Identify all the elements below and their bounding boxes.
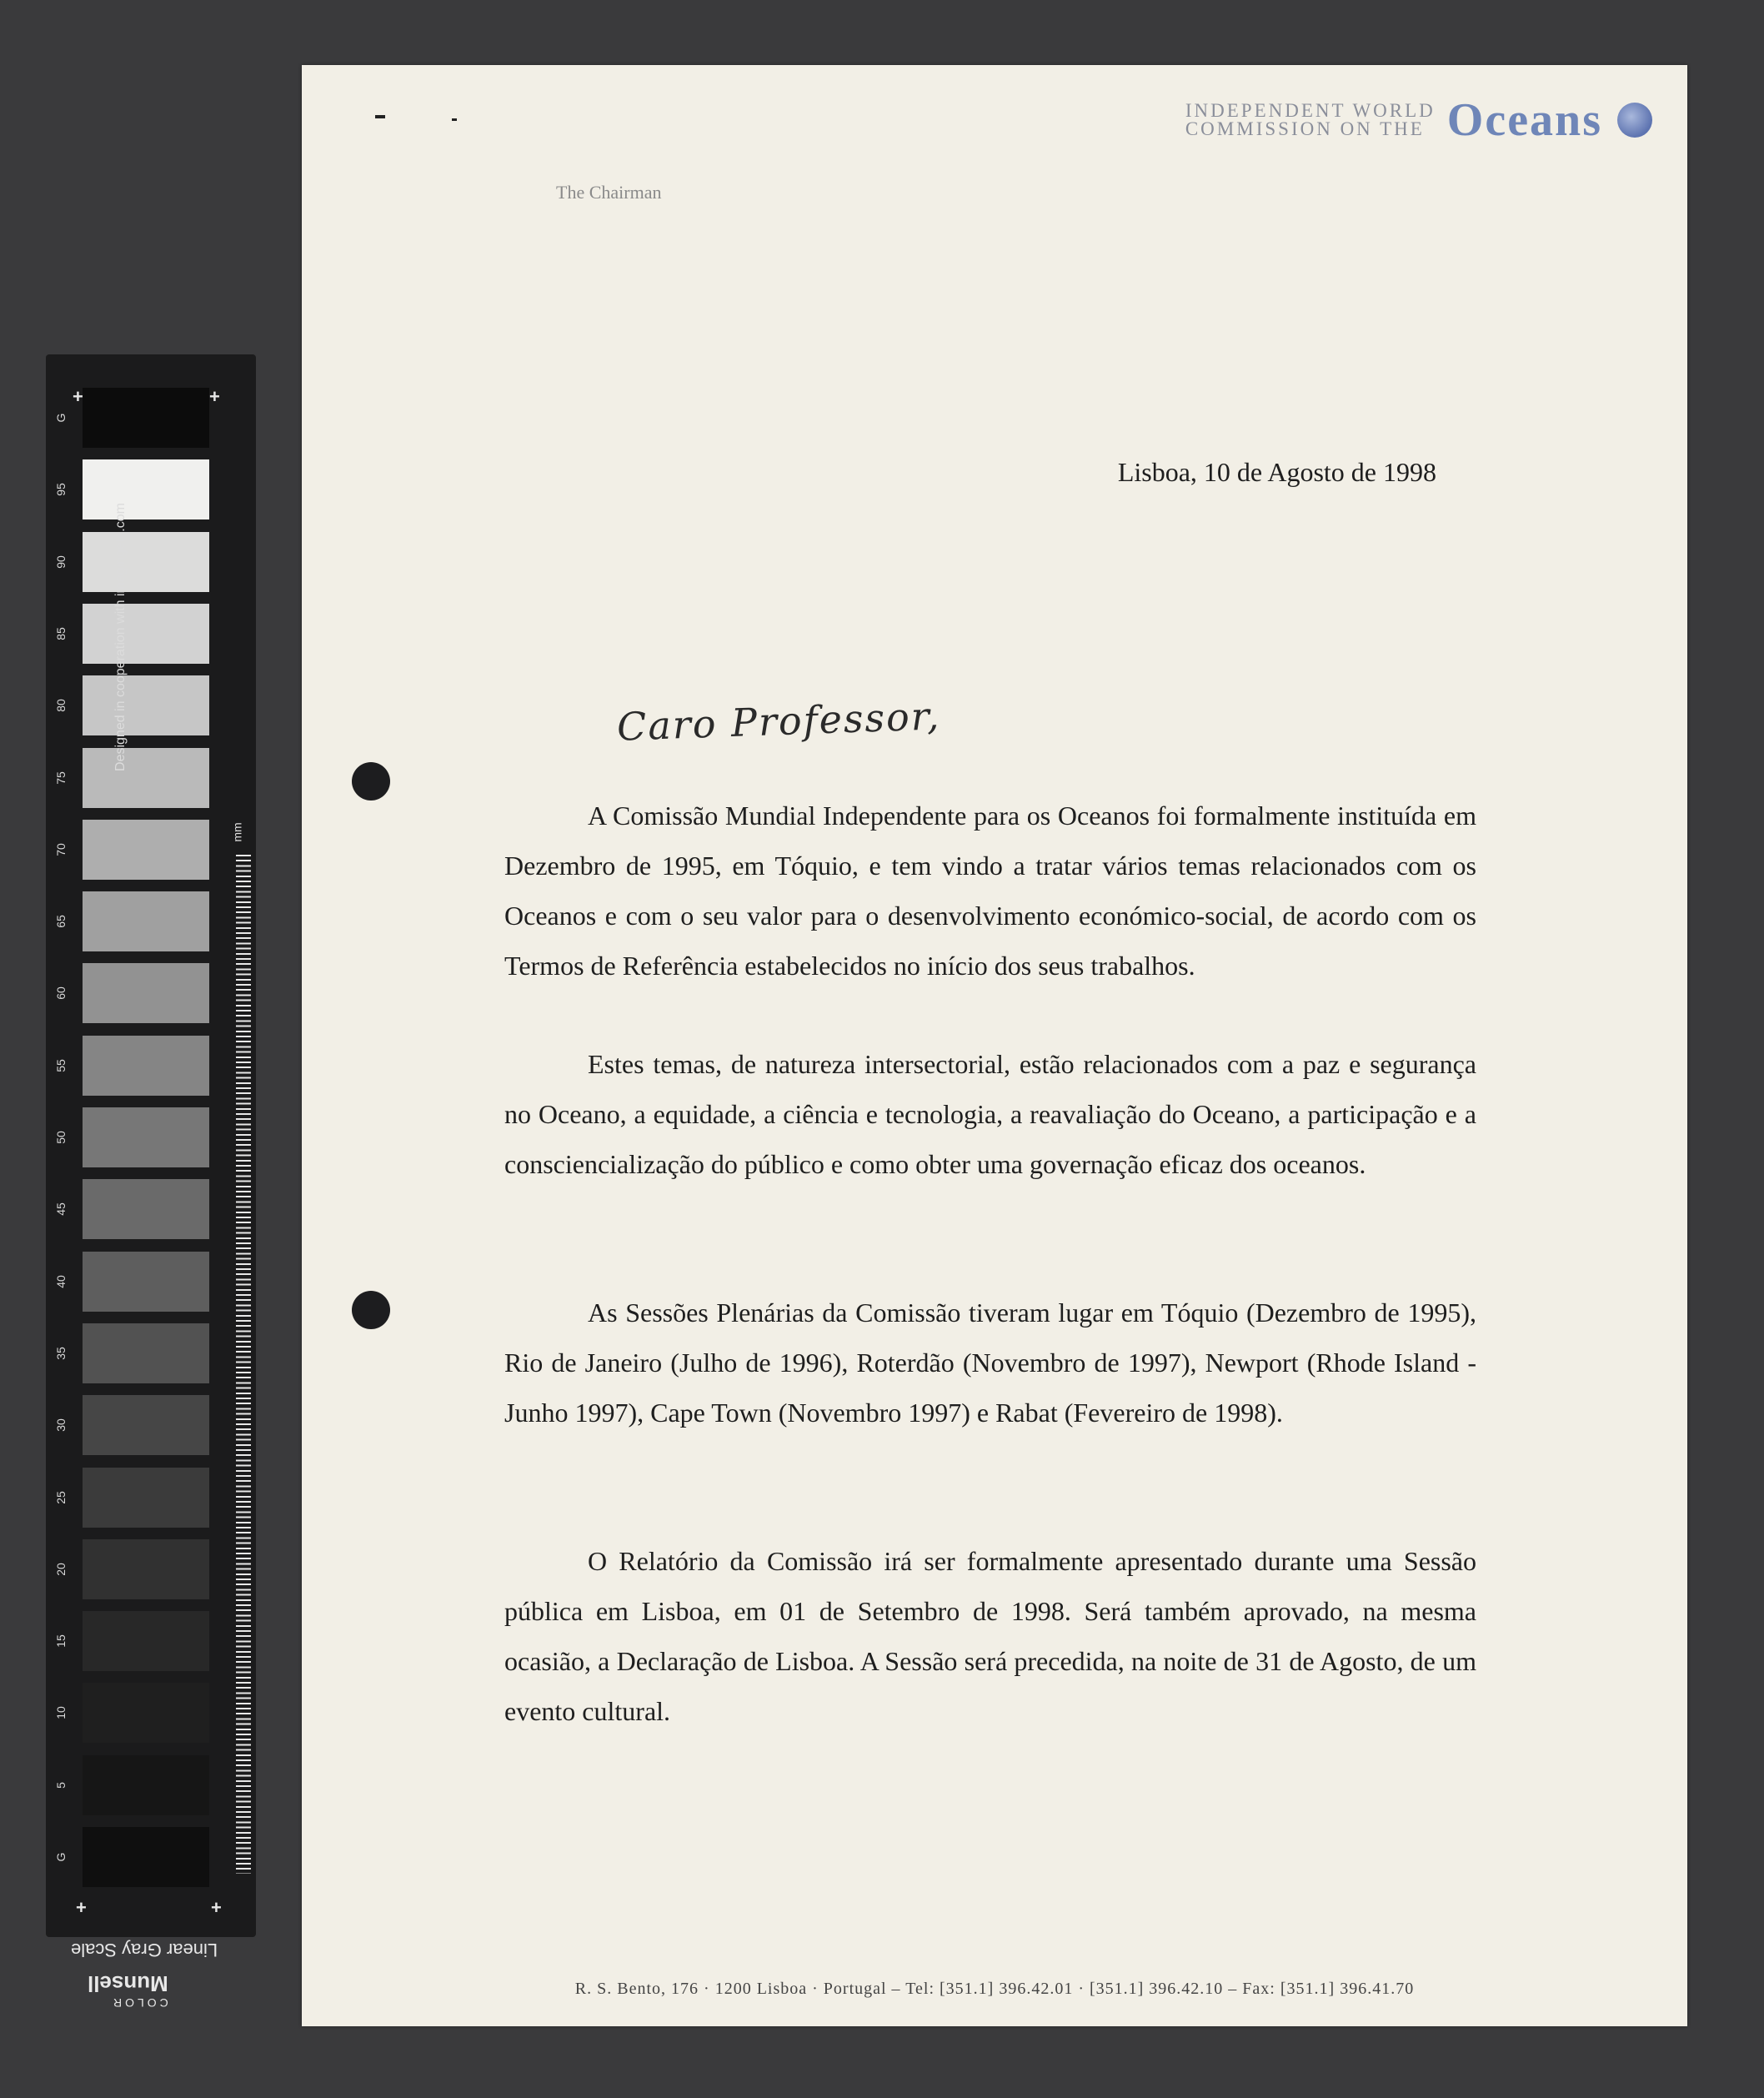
letterhead-line2: COMMISSION ON THE — [1185, 118, 1425, 139]
letter-page — [302, 65, 1687, 2026]
punch-hole — [352, 762, 390, 801]
gray-patch — [83, 1107, 209, 1167]
gray-patch — [83, 1755, 209, 1815]
gray-patch-label: 5 — [54, 1781, 68, 1789]
handwritten-salutation: Caro Professor, — [616, 693, 942, 750]
punch-hole — [352, 1291, 390, 1329]
registration-mark: + — [76, 1897, 87, 1918]
gray-patch-label: G — [54, 1852, 68, 1862]
gray-patch-label: 60 — [54, 986, 68, 1001]
gray-patch — [83, 532, 209, 592]
gray-patch-label: 55 — [54, 1058, 68, 1072]
stray-mark — [375, 115, 385, 118]
gray-patch-label: G — [54, 413, 68, 423]
gray-patch — [83, 1827, 209, 1887]
stray-mark — [452, 118, 457, 121]
letter-date: Lisboa, 10 de Agosto de 1998 — [1117, 457, 1436, 487]
gray-patch-label: 90 — [54, 555, 68, 569]
gray-patch-label: 25 — [54, 1490, 68, 1504]
gray-patch — [83, 820, 209, 880]
gray-patch — [83, 748, 209, 808]
gray-patch — [83, 604, 209, 664]
gray-patch — [83, 388, 209, 448]
card-credit: Designed in cooperation with imagingetc.com — [113, 503, 128, 771]
paragraph-1: A Comissão Mundial Independente para os Oceanos foi formalmente instituída em Dezembro de 1995, em Tóquio, e tem vindo a tratar vários temas relacionados com os Oceanos e com o seu valor para o desenvolvimento económico-social, de acordo com os Termos de Referência estabelecidos no início dos seus trabalhos. — [504, 801, 1476, 981]
gray-patch — [83, 1468, 209, 1528]
gray-patch-label: 70 — [54, 843, 68, 856]
gray-patch-label: 50 — [54, 1131, 68, 1144]
gray-patch — [83, 1179, 209, 1239]
gray-patch — [83, 1683, 209, 1743]
gray-patch-label: 10 — [54, 1706, 68, 1720]
gray-patch-label: 15 — [54, 1634, 68, 1648]
gray-patch — [83, 891, 209, 951]
munsell-logo — [88, 1970, 168, 2010]
paragraph-3: As Sessões Plenárias da Comissão tiveram lugar em Tóquio (Dezembro de 1995), Rio de Janeiro (Julho de 1996), Roterdão (Novembro de 1997), Newport (Rhode Island - Junho 1997), Cape Town (Novembro 1997) e Rabat (Fevereiro de 1998). — [504, 1297, 1476, 1428]
gray-scale-card — [46, 354, 256, 2010]
gray-patch — [83, 1539, 209, 1599]
gray-patch-label: 40 — [54, 1274, 68, 1288]
gray-patch — [83, 1611, 209, 1671]
ruler-unit-label: mm — [230, 822, 244, 842]
mm-ruler — [236, 855, 251, 1874]
gray-patch-label: 20 — [54, 1563, 68, 1576]
letterhead-line1: INDEPENDENT WORLD — [1185, 100, 1436, 121]
gray-patch-label: 45 — [54, 1202, 68, 1217]
gray-patch — [83, 1323, 209, 1383]
paragraph-4: O Relatório da Comissão irá ser formalmente apresentado durante uma Sessão pública em Lisboa, em 01 de Setembro de 1998. Será também aprovado, na mesma ocasião, a Declaração de Lisboa. A Sessão será precedida, na noite de 31 de Agosto, de um evento cultural. — [504, 1546, 1476, 1726]
gray-patch-label: 35 — [54, 1347, 68, 1360]
sender-title: The Chairman — [556, 182, 662, 203]
gray-patch-label: 30 — [54, 1418, 68, 1432]
registration-mark: + — [211, 1897, 222, 1918]
gray-patch — [83, 963, 209, 1023]
gray-patch-label: 75 — [54, 770, 68, 785]
gray-patch — [83, 1036, 209, 1096]
letterhead — [1185, 93, 1652, 147]
letterhead-name: Oceans — [1446, 94, 1602, 146]
gray-patch — [83, 675, 209, 735]
brand-sub: COLOR — [110, 1996, 168, 2010]
paragraph-2: Estes temas, de natureza intersectorial, estão relacionados com a paz e segurança no Oceano, a equidade, a ciência e tecnologia, a reavaliação do Oceano, a participação e a consciencialização do público e como obter uma governação eficaz dos oceanos. — [504, 1049, 1476, 1179]
gray-patch — [83, 1252, 209, 1312]
letterhead-small-text — [1185, 102, 1436, 138]
gray-patch-label: 80 — [54, 699, 68, 712]
gray-patch-label: 95 — [54, 483, 68, 497]
brand-name: Munsell — [88, 1971, 168, 1996]
gray-patch — [83, 459, 209, 519]
gray-patch — [83, 1395, 209, 1455]
globe-icon — [1617, 103, 1652, 138]
registration-mark: + — [209, 386, 220, 407]
gray-patch-label: 85 — [54, 627, 68, 640]
card-title: Linear Gray Scale — [71, 1940, 218, 1960]
letterhead-footer: R. S. Bento, 176 · 1200 Lisboa · Portugal – Tel: [351.1] 396.42.01 · [351.1] 396.42.10 – Fax: [351.1] 396.41.70 — [574, 1980, 1415, 1998]
gray-patch-label: 65 — [54, 915, 68, 928]
registration-mark: + — [73, 386, 83, 407]
